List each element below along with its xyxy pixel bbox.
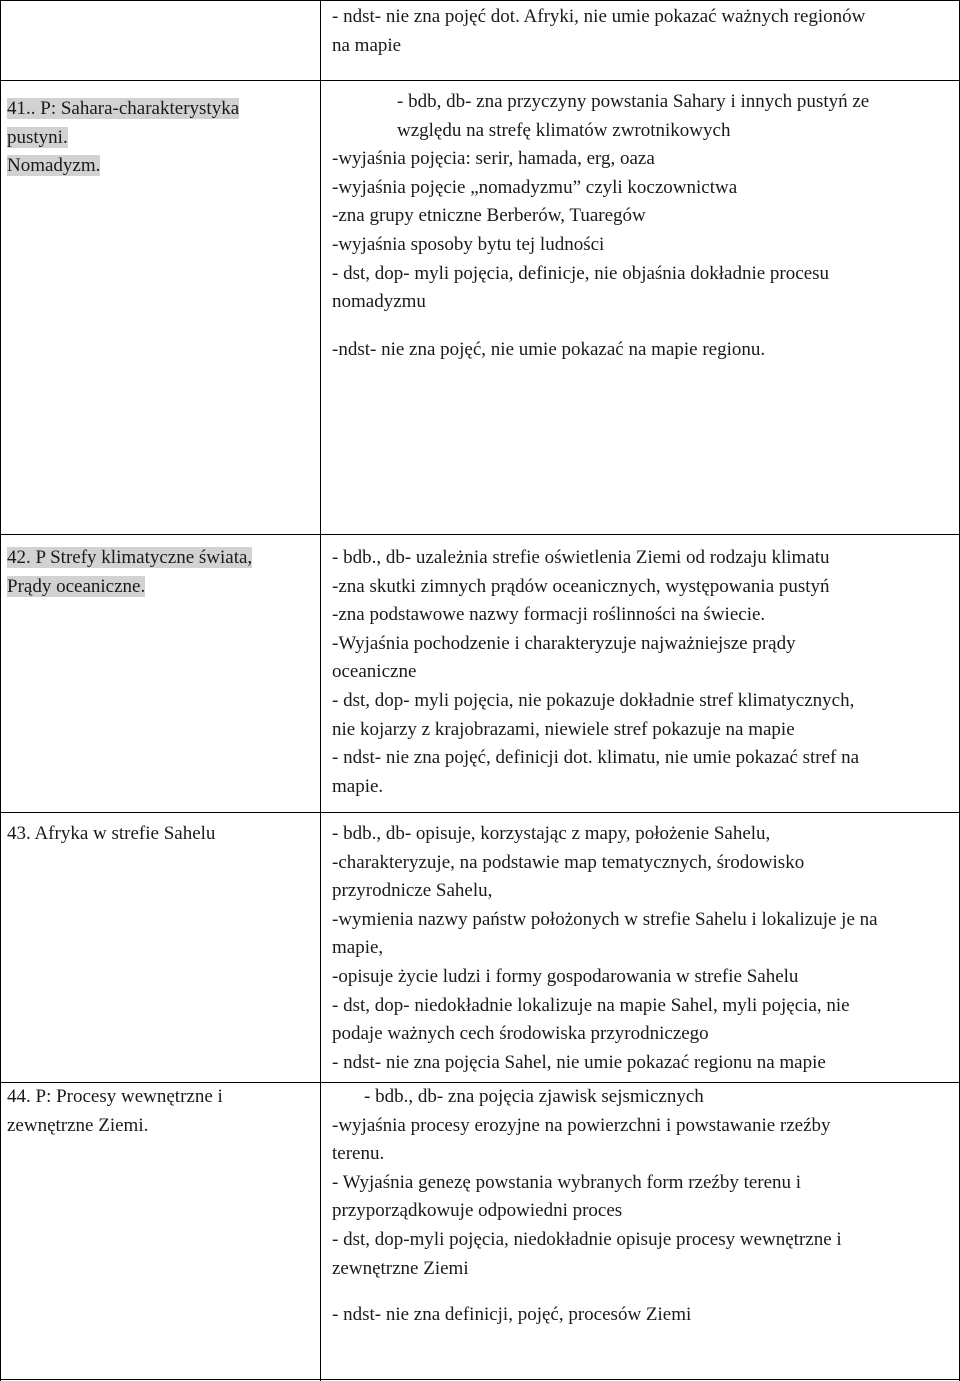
requirement-line: -opisuje życie ludzi i formy gospodarowania w strefie Sahelu — [332, 965, 799, 987]
requirement-line: -wyjaśnia procesy erozyjne na powierzchni i powstawanie rzeźby — [332, 1114, 831, 1136]
topic-cell — [7, 820, 315, 849]
requirement-line: mapie. — [332, 775, 384, 797]
topic-title: pustyni. — [7, 126, 68, 148]
requirement-line: - Wyjaśnia genezę powstania wybranych form rzeźby terenu i — [332, 1171, 802, 1193]
requirement-line: - bdb, db- zna przyczyny powstania Sahary i innych pustyń ze — [397, 91, 870, 112]
requirement-line: zewnętrzne Ziemi — [332, 1257, 469, 1279]
table-column-divider — [320, 0, 321, 1381]
requirements-cell — [332, 1083, 957, 1330]
requirement-line: mapie, — [332, 937, 384, 959]
requirement-line: - dst, dop- niedokładnie lokalizuje na mapie Sahel, myli pojęcia, nie — [332, 994, 850, 1016]
requirement-line: przyrodnicze Sahelu, — [332, 880, 493, 902]
requirement-line: -Wyjaśnia pochodzenie i charakteryzuje najważniejsze prądy — [332, 632, 796, 654]
table-row-border — [0, 812, 960, 813]
requirements-cell — [332, 88, 957, 364]
requirement-line: -zna podstawowe nazwy formacji roślinności na świecie. — [332, 604, 766, 626]
requirement-line: - ndst- nie zna pojęć, definicji dot. klimatu, nie umie pokazać stref na — [332, 747, 860, 769]
table-row-border — [0, 534, 960, 535]
requirement-line: - bdb., db- opisuje, korzystając z mapy, położenie Sahelu, — [332, 823, 771, 844]
requirement-line: terenu. — [332, 1143, 385, 1165]
topic-title: 41.. P: Sahara-charakterystyka — [7, 98, 240, 119]
topic-cell — [7, 95, 315, 181]
topic-cell — [7, 544, 315, 601]
topic-title: 43. Afryka w strefie Sahelu — [7, 823, 216, 844]
requirement-line: - dst, dop-myli pojęcia, niedokładnie opisuje procesy wewnętrzne i — [332, 1228, 842, 1250]
requirements-cell — [332, 3, 957, 60]
requirement-line: -wyjaśnia sposoby bytu tej ludności — [332, 233, 605, 255]
requirement-line: -wyjaśnia pojęcia: serir, hamada, erg, oaza — [332, 148, 655, 170]
requirement-line: -charakteryzuje, na podstawie map tematycznych, środowisko — [332, 851, 805, 873]
requirements-cell — [332, 820, 957, 1077]
requirement-line: -zna grupy etniczne Berberów, Tuaregów — [332, 205, 646, 227]
requirement-line: względu na strefę klimatów zwrotnikowych — [397, 119, 731, 141]
requirement-line: - ndst- nie zna pojęć dot. Afryki, nie umie pokazać ważnych regionów — [332, 6, 866, 27]
topic-title: Prądy oceaniczne. — [7, 575, 146, 597]
table-row-border — [0, 0, 960, 1]
topic-title: 42. P Strefy klimatyczne świata, — [7, 547, 253, 568]
topic-title: 44. P: Procesy wewnętrzne i — [7, 1086, 223, 1107]
table-row-border — [0, 80, 960, 81]
requirement-line: - bdb., db- uzależnia strefie oświetlenia Ziemi od rodzaju klimatu — [332, 547, 830, 568]
requirement-line: nie kojarzy z krajobrazami, niewiele stref pokazuje na mapie — [332, 718, 795, 740]
requirement-line: - dst, dop- myli pojęcia, nie pokazuje dokładnie stref klimatycznych, — [332, 689, 855, 711]
topic-title: Nomadyzm. — [7, 155, 101, 177]
requirement-line: podaje ważnych cech środowiska przyrodniczego — [332, 1023, 709, 1045]
requirement-line: na mapie — [332, 34, 402, 56]
requirement-line: -zna skutki zimnych prądów oceanicznych, występowania pustyń — [332, 575, 830, 597]
requirement-line: - ndst- nie zna definicji, pojęć, procesów Ziemi — [332, 1304, 692, 1326]
requirement-line: -wymienia nazwy państw położonych w strefie Sahelu i lokalizuje je na — [332, 908, 878, 930]
requirement-line: - bdb., db- zna pojęcia zjawisk sejsmicznych — [364, 1086, 704, 1107]
requirement-line: - ndst- nie zna pojęcia Sahel, nie umie pokazać regionu na mapie — [332, 1051, 826, 1073]
topic-cell — [7, 1083, 315, 1140]
topic-title: zewnętrzne Ziemi. — [7, 1114, 149, 1136]
requirement-line: - dst, dop- myli pojęcia, definicje, nie objaśnia dokładnie procesu — [332, 262, 830, 284]
requirement-line: nomadyzmu — [332, 291, 426, 313]
requirement-line: -wyjaśnia pojęcie „nomadyzmu” czyli koczownictwa — [332, 176, 738, 198]
requirements-cell — [332, 544, 957, 801]
table-row-border — [0, 1379, 960, 1380]
requirement-line: przyporządkowuje odpowiedni proces — [332, 1200, 623, 1222]
table-border-left — [0, 0, 1, 1381]
requirement-line: oceaniczne — [332, 661, 417, 683]
requirement-line: -ndst- nie zna pojęć, nie umie pokazać na mapie regionu. — [332, 338, 766, 360]
